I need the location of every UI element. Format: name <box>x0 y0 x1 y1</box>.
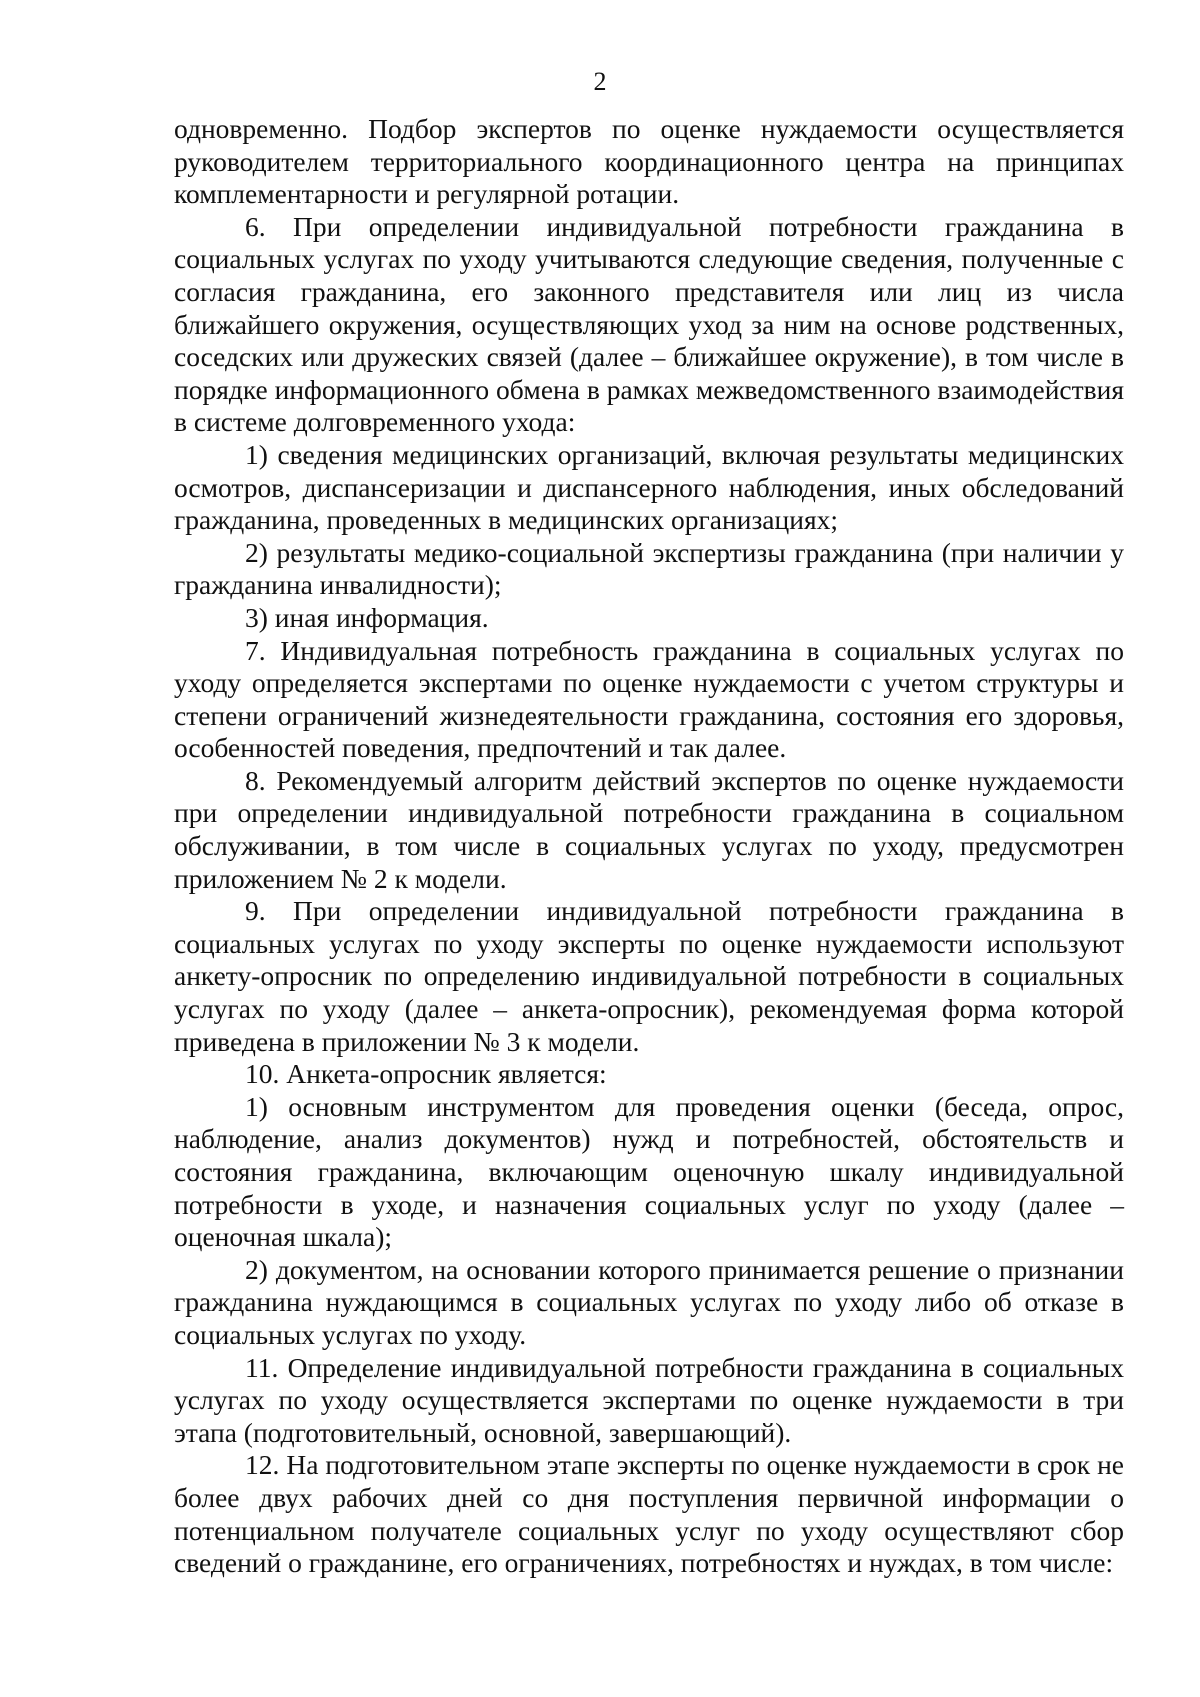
paragraph-continuation: одновременно. Подбор экспертов по оценке нуждаемости осуществляется руководителем территориального координационного центра на принципах комплементарности и регулярной ротации. <box>174 113 1124 210</box>
paragraph-subitem-10-2: 2) документом, на основании которого принимается решение о признании гражданина нуждающимся в социальных услугах по уходу либо об отказе в социальных услугах по уходу. <box>174 1253 1124 1350</box>
paragraph-subitem-6-3: 3) иная информация. <box>245 601 489 633</box>
paragraph-item-8: 8. Рекомендуемый алгоритм действий экспертов по оценке нуждаемости при определении индивидуальной потребности гражданина в социальном обслуживании, в том числе в социальных услугах по уходу, предусмотрен приложением № 2 к модели. <box>174 764 1124 894</box>
paragraph-subitem-6-1: 1) сведения медицинских организаций, включая результаты медицинских осмотров, диспансеризации и диспансерного наблюдения, иных обследований гражданина, проведенных в медицинских организациях; <box>174 438 1124 536</box>
paragraph-subitem-6-2: 2) результаты медико-социальной экспертизы гражданина (при наличии у гражданина инвалидности); <box>174 536 1124 601</box>
document-body <box>174 113 1124 1580</box>
paragraph-subitem-10-1: 1) основным инструментом для проведения оценки (беседа, опрос, наблюдение, анализ документов) нужд и потребностей, обстоятельств и состояния гражданина, включающим оценочную шкалу индивидуальной потребности в уходе, и назначения социальных услуг по уходу (далее – оценочная шкала); <box>174 1090 1124 1253</box>
paragraph-item-6: 6. При определении индивидуальной потребности гражданина в социальных услугах по уходу учитываются следующие сведения, полученные с согласия гражданина, его законного представителя или лиц из числа ближайшего окружения, осуществляющих уход за ним на основе родственных, соседских или дружеских связей (далее – ближайшее окружение), в том числе в порядке информационного обмена в рамках межведомственного взаимодействия в системе долговременного ухода: <box>174 210 1124 438</box>
paragraph-item-11: 11. Определение индивидуальной потребности гражданина в социальных услугах по уходу осуществляется экспертами по оценке нуждаемости в три этапа (подготовительный, основной, завершающий). <box>174 1351 1124 1448</box>
paragraph-item-9: 9. При определении индивидуальной потребности гражданина в социальных услугах по уходу эксперты по оценке нуждаемости используют анкету-опросник по определению индивидуальной потребности в социальных услугах по уходу (далее – анкета-опросник), рекомендуемая форма которой приведена в приложении № 3 к модели. <box>174 895 1124 1057</box>
page-number: 2 <box>593 67 607 96</box>
paragraph-item-7: 7. Индивидуальная потребность гражданина в социальных услугах по уходу определяется экспертами по оценке нуждаемости с учетом структуры и степени ограничений жизнедеятельности гражданина, состояния его здоровья, особенностей поведения, предпочтений и так далее. <box>174 634 1124 764</box>
paragraph-item-12: 12. На подготовительном этапе эксперты по оценке нуждаемости в срок не более двух рабочих дней со дня поступления первичной информации о потенциальном получателе социальных услуг по уходу осуществляют сбор сведений о гражданине, его ограничениях, потребностях и нуждах, в том числе: <box>174 1449 1124 1579</box>
paragraph-item-10: 10. Анкета-опросник является: <box>245 1058 607 1090</box>
